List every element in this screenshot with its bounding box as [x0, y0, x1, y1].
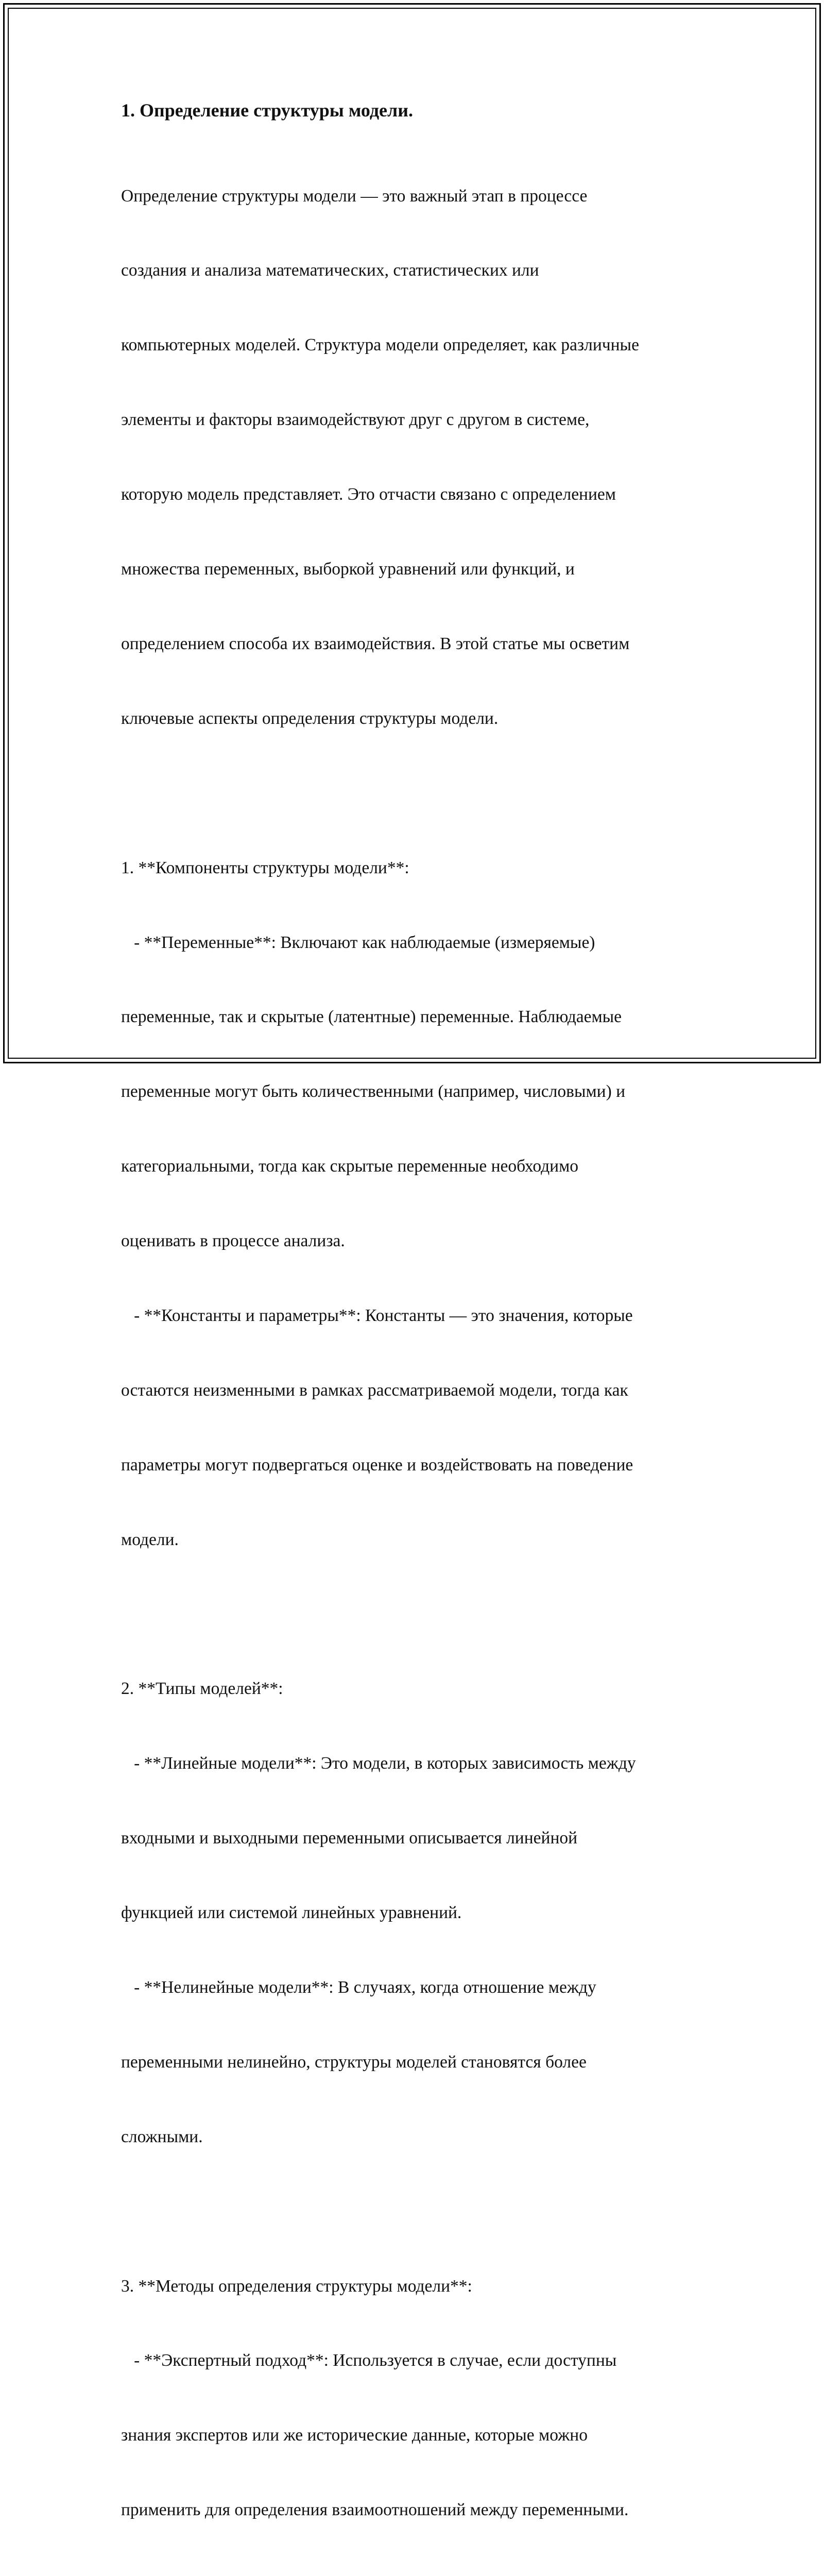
document-content	[121, 98, 703, 2576]
text-line: определением способа их взаимодействия. В этой статье мы осветим	[121, 634, 630, 653]
section-title: 1. **Компоненты структуры модели**:	[121, 858, 409, 877]
blank-line	[121, 1602, 703, 1627]
text-line: оценивать в процессе анализа.	[121, 1231, 345, 1251]
text-line: параметры могут подвергаться оценке и воздействовать на поведение	[121, 1455, 633, 1475]
document-body	[121, 134, 703, 2576]
text-line: входными и выходными переменными описывается линейной	[121, 1828, 578, 1848]
text-line	[121, 2572, 703, 2576]
text-line: ключевые аспекты определения структуры модели.	[121, 708, 499, 728]
text-line: компьютерных моделей. Структура модели определяет, как различные	[121, 335, 639, 355]
text-line: применить для определения взаимоотношений между переменными.	[121, 2500, 629, 2520]
text-line: переменные могут быть количественными (например, числовыми) и	[121, 1082, 626, 1101]
text-line: которую модель представляет. Это отчасти связано с определением	[121, 485, 616, 504]
section-title: 3. **Методы определения структуры модели**:	[121, 2276, 472, 2296]
text-line: переменными нелинейно, структуры моделей становятся более	[121, 2052, 587, 2072]
blank-line	[121, 781, 703, 806]
section-title: 2. **Типы моделей**:	[121, 1679, 283, 1699]
text-line: переменные, так и скрытые (латентные) переменные. Наблюдаемые	[121, 1007, 622, 1027]
text-line: - **Линейные модели**: Это модели, в которых зависимость между	[121, 1754, 636, 1773]
text-line: - **Константы и параметры**: Константы — это значения, которые	[121, 1306, 633, 1325]
text-line: функцией или системой линейных уравнений.	[121, 1903, 462, 1923]
text-line: - **Экспертный подход**: Используется в случае, если доступны	[121, 2351, 617, 2370]
blank-line	[121, 2199, 703, 2224]
text-line: - **Переменные**: Включают как наблюдаемые (измеряемые)	[121, 933, 595, 952]
text-line: сложными.	[121, 2127, 203, 2146]
text-line: категориальными, тогда как скрытые переменные необходимо	[121, 1157, 579, 1176]
text-line: модели.	[121, 1530, 179, 1549]
text-line: элементы и факторы взаимодействуют друг с другом в системе,	[121, 410, 590, 430]
document-heading: 1. Определение структуры модели.	[121, 100, 413, 121]
text-line: создания и анализа математических, статистических или	[121, 261, 539, 280]
text-line: - **Нелинейные модели**: В случаях, когда отношение между	[121, 1977, 596, 1997]
text-line: остаются неизменными в рамках рассматриваемой модели, тогда как	[121, 1380, 628, 1400]
text-line: множества переменных, выборкой уравнений или функций, и	[121, 560, 575, 579]
text-line: Определение структуры модели — это важный этап в процессе	[121, 186, 588, 206]
text-line: знания экспертов или же исторические данные, которые можно	[121, 2426, 588, 2445]
